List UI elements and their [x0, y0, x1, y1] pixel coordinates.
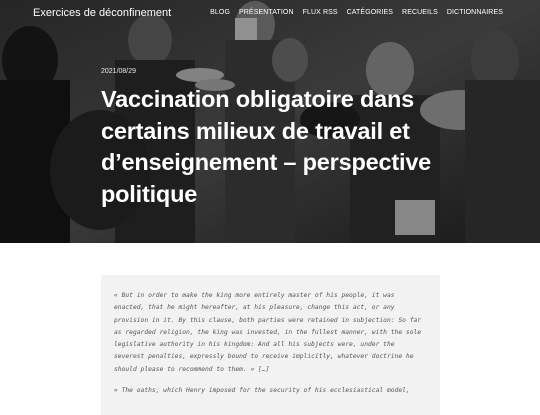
quote-paragraph: « The oaths, which Henry imposed for the security of his ecclesiastical model,: [114, 387, 410, 395]
nav-item-rss-feed[interactable]: FLUX RSS: [302, 9, 338, 16]
site-title-link[interactable]: Exercices de déconfinement: [33, 7, 172, 19]
site-header: [0, 0, 540, 28]
main-nav: [210, 9, 503, 16]
blockquote: [101, 275, 440, 415]
nav-item-dictionaries[interactable]: DICTIONNAIRES: [446, 9, 503, 16]
nav-item-categories[interactable]: CATÉGORIES: [346, 9, 394, 16]
nav-item-presentation[interactable]: PRÉSENTATION: [239, 9, 294, 16]
post-title: Vaccination obligatoire dans certains milieux de travail et d’enseignement – perspective politique: [101, 86, 432, 207]
post-date: 2021/08/29: [101, 68, 137, 75]
nav-item-collections[interactable]: RECUEILS: [402, 9, 438, 16]
quote-paragraph: « But in order to make the king more entirely master of his people, it was enacted, that he might hereafter, at his pleasure, change this act, or any provision in it. By this clause, both parties were retained in subjection: So far as regarded religion, the king was invested, in the fullest manner, with the sole legislative authority in his kingdom: And all his subjects were, under the severest penalties, expressly bound to receive implicitly, whatever doctrine he should please to recommend to them. » […]: [114, 292, 422, 373]
nav-item-blog[interactable]: BLOG: [210, 9, 230, 16]
